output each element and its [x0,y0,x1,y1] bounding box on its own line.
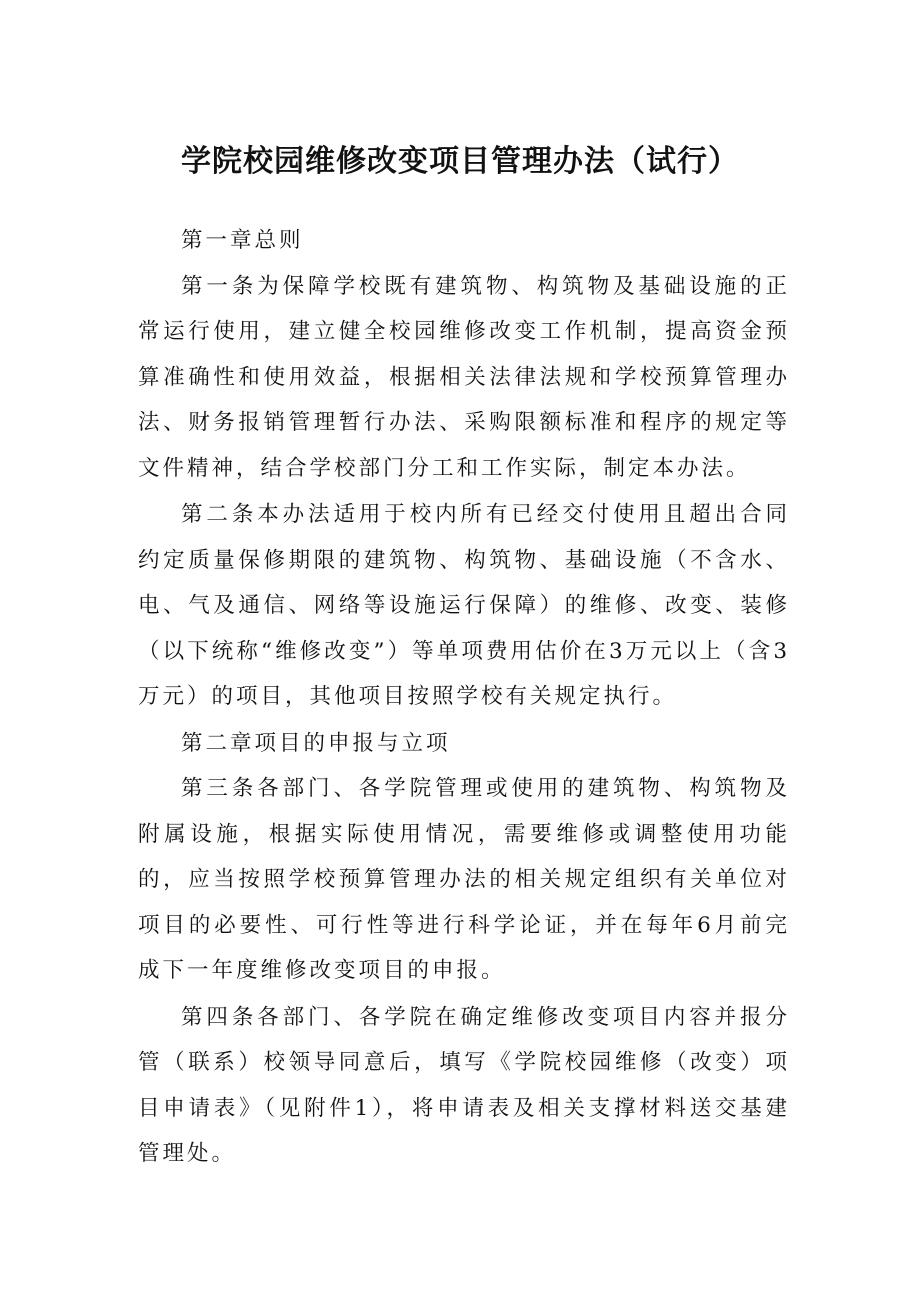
article-3-paragraph: 第三条各部门、各学院管理或使用的建筑物、构筑物及附属设施，根据实际使用情况，需要维修或调整使用功能的，应当按照学校预算管理办法的相关规定组织有关单位对项目的必要性、可行性等进行科学论证，并在每年6月前完成下一年度维修改变项目的申报。 [138,776,790,983]
article-1-paragraph: 第一条为保障学校既有建筑物、构筑物及基础设施的正常运行使用，建立健全校园维修改变工作机制，提高资金预算准确性和使用效益，根据相关法律法规和学校预算管理办法、财务报销管理暂行办法、采购限额标准和程序的规定等文件精神，结合学校部门分工和工作实际，制定本办法。 [138,273,790,481]
document-title: 学院校园维修改变项目管理办法（试行） [181,144,739,179]
article-2-paragraph: 第二条本办法适用于校内所有已经交付使用且超出合同约定质量保修期限的建筑物、构筑物、基础设施（不含水、电、气及通信、网络等设施运行保障）的维修、改变、装修（以下统称“维修改变”）等单项费用估价在3万元以上（含3万元）的项目，其他项目按照学校有关规定执行。 [138,502,790,709]
chapter-heading-2: 第二章项目的申报与立项 [181,730,451,756]
document-body [138,218,790,1178]
article-4-paragraph: 第四条各部门、各学院在确定维修改变项目内容并报分管（联系）校领导同意后，填写《学院校园维修（改变）项目申请表》（见附件1），将申请表及相关支撑材料送交基建管理处。 [138,1004,790,1166]
chapter-heading-1: 第一章总则 [181,228,304,253]
